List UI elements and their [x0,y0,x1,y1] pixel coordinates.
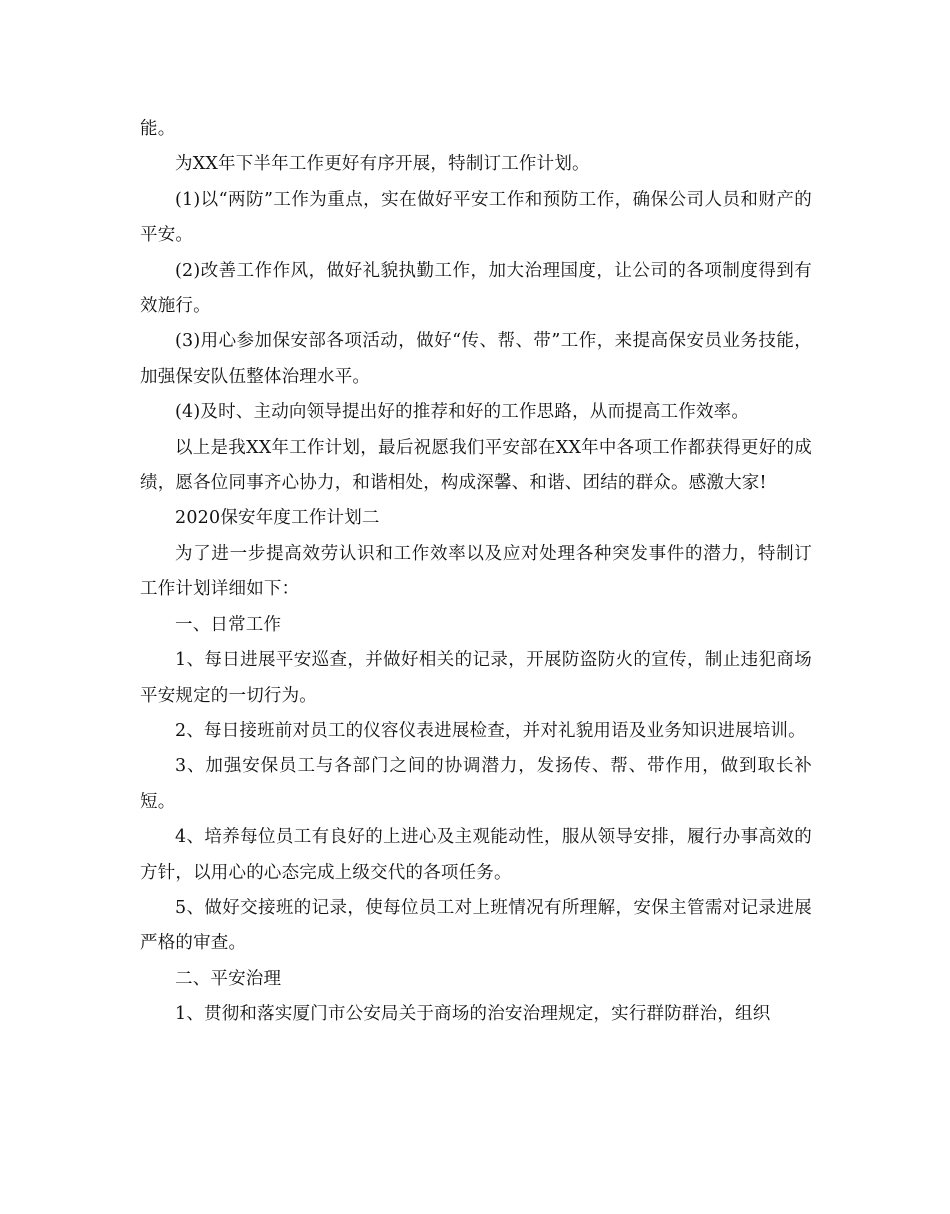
section-title: 2020保安年度工作计划二 [175,508,380,529]
document-body [140,112,812,1033]
paragraph: (2)改善工作作风，做好礼貌执勤工作，加大治理国度，让公司的各项制度得到有效施行。 [140,260,812,317]
paragraph: (4)及时、主动向领导提出好的推荐和好的工作思路，从而提高工作效率。 [175,402,750,423]
list-item: 3、加强安保员工与各部门之间的协调潜力，发扬传、帮、带作用，做到取长补短。 [140,756,812,812]
paragraph: 能。 [140,119,176,139]
paragraph: (3)用心参加保安部各项活动，做好“传、帮、带”工作，来提高保安员业务技能，加强保安队伍整体治理水平。 [140,331,812,387]
section-heading: 一、日常工作 [175,614,282,635]
list-item: 2、每日接班前对员工的仪容仪表进展检查，并对礼貌用语及业务知识进展培训。 [175,720,806,741]
paragraph: 以上是我XX年工作计划，最后祝愿我们平安部在XX年中各项工作都获得更好的成绩，愿各位同事齐心协力，和谐相处，构成深馨、和谐、团结的群众。感激大家! [140,437,812,494]
list-item: 5、做好交接班的记录，使每位员工对上班情况有所理解，安保主管需对记录进展严格的审查。 [140,897,812,954]
list-item: 1、贯彻和落实厦门市公安局关于商场的治安治理规定，实行群防群治，组织 [175,1004,771,1025]
paragraph: 为XX年下半年工作更好有序开展，特制订工作计划。 [175,154,590,175]
list-item: 1、每日进展平安巡查，并做好相关的记录，开展防盗防火的宣传，制止违犯商场平安规定的一切行为。 [140,650,812,706]
section-heading: 二、平安治理 [175,968,282,989]
list-item: 4、培养每位员工有良好的上进心及主观能动性，服从领导安排，履行办事高效的方针，以用心的心态完成上级交代的各项任务。 [140,827,812,883]
paragraph: 为了进一步提高效劳认识和工作效率以及应对处理各种突发事件的潜力，特制订工作计划详细如下： [140,543,812,600]
paragraph: (1)以“两防”工作为重点，实在做好平安工作和预防工作，确保公司人员和财产的平安。 [140,189,812,246]
